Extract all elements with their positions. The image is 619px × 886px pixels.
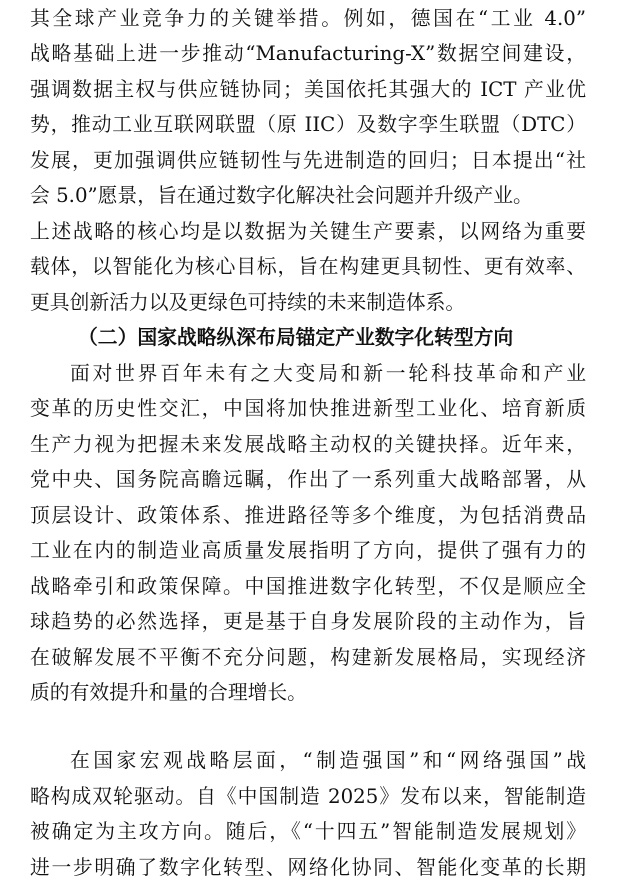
paragraph2-line-6: 工业在内的制造业高质量发展指明了方向，提供了强有力的	[30, 539, 586, 562]
paragraph2-line-2: 变革的历史性交汇，中国将加快推进新型工业化、培育新质	[30, 397, 586, 420]
paragraph1-line-2: 战略基础上进一步推动“Manufacturing-X”数据空间建设，	[30, 42, 586, 65]
paragraph1-line-5: 发展，更加强调供应链韧性与先进制造的回归；日本提出“社	[30, 149, 586, 172]
paragraph3-line-3: 被确定为主攻方向。随后，《“十四五”智能制造发展规划》	[30, 820, 586, 843]
paragraph2-line-10: 质的有效提升和量的合理增长。	[30, 681, 307, 704]
paragraph1-line-3: 强调数据主权与供应链协同；美国依托其强大的 ICT 产业优	[30, 78, 586, 101]
paragraph1-line-7: 上述战略的核心均是以数据为关键生产要素，以网络为重要	[30, 220, 586, 243]
paragraph3-line-2: 略构成双轮驱动。自《中国制造 2025》发布以来，智能制造	[30, 785, 586, 808]
paragraph1-line-4: 势，推动工业互联网联盟（原 IIC）及数字孪生联盟（DTC）	[30, 113, 586, 136]
paragraph3-line-4: 进一步明确了数字化转型、网络化协同、智能化变革的长期	[30, 856, 586, 879]
paragraph1-line-9: 更具创新活力以及更绿色可持续的未来制造体系。	[30, 291, 466, 314]
paragraph2-line-3: 生产力视为把握未来发展战略主动权的关键抉择。近年来，	[30, 433, 586, 456]
paragraph3-line-1: 在国家宏观战略层面，“制造强国”和“网络强国”战	[70, 749, 586, 772]
section-heading: （二）国家战略纵深布局锚定产业数字化转型方向	[78, 326, 514, 349]
paragraph1-line-1: 其全球产业竞争力的关键举措。例如，德国在“工业 4.0”	[30, 7, 586, 30]
paragraph2-line-4: 党中央、国务院高瞻远瞩，作出了一系列重大战略部署，从	[30, 468, 586, 491]
paragraph1-line-6: 会 5.0”愿景，旨在通过数字化解决社会问题并升级产业。	[30, 184, 533, 207]
paragraph1-line-8: 载体，以智能化为核心目标，旨在构建更具韧性、更有效率、	[30, 255, 586, 278]
paragraph2-line-7: 战略牵引和政策保障。中国推进数字化转型，不仅是顺应全	[30, 575, 586, 598]
paragraph2-line-5: 顶层设计、政策体系、推进路径等多个维度，为包括消费品	[30, 504, 586, 527]
paragraph2-line-8: 球趋势的必然选择，更是基于自身发展阶段的主动作为，旨	[30, 610, 586, 633]
paragraph2-line-9: 在破解发展不平衡不充分问题，构建新发展格局，实现经济	[30, 646, 586, 669]
paragraph2-line-1: 面对世界百年未有之大变局和新一轮科技革命和产业	[70, 362, 586, 385]
